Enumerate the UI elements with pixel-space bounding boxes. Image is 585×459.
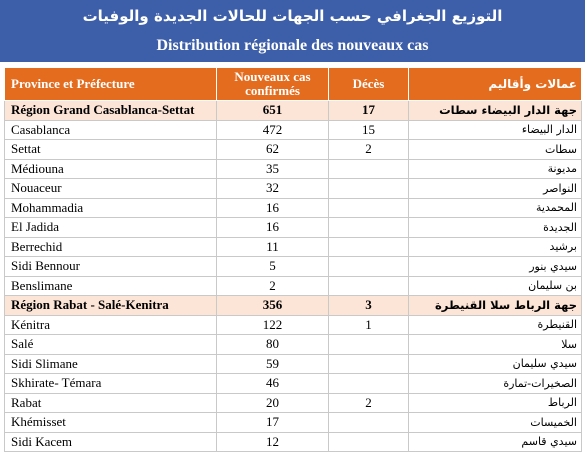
region-row	[5, 101, 582, 121]
cell-deaths	[329, 179, 409, 199]
cell-new-cases: 32	[217, 179, 329, 199]
cell-deaths	[329, 354, 409, 374]
cell-province-arabic: الصخيرات-تمارة	[409, 374, 582, 394]
cell-deaths	[329, 335, 409, 355]
table-row	[5, 237, 582, 257]
cell-province: Nouaceur	[5, 179, 217, 199]
cell-new-cases: 16	[217, 218, 329, 238]
cell-province: Berrechid	[5, 237, 217, 257]
cell-province-arabic: سيدي سليمان	[409, 354, 582, 374]
cell-province-arabic: مديونة	[409, 159, 582, 179]
cell-new-cases: 122	[217, 315, 329, 335]
cell-deaths: 17	[329, 101, 409, 121]
cell-new-cases: 80	[217, 335, 329, 355]
cell-province-arabic: الجديدة	[409, 218, 582, 238]
cell-province: Rabat	[5, 393, 217, 413]
table-row	[5, 432, 582, 452]
table-row	[5, 179, 582, 199]
cell-province-arabic: بن سليمان	[409, 276, 582, 296]
cell-province-arabic: الخميسات	[409, 413, 582, 433]
cell-deaths	[329, 374, 409, 394]
cell-province-arabic: جهة الرباط سلا القنيطرة	[409, 296, 582, 316]
cell-province: Skhirate- Témara	[5, 374, 217, 394]
table-row	[5, 257, 582, 277]
table-row	[5, 393, 582, 413]
title-french: Distribution régionale des nouveaux cas	[156, 37, 429, 54]
cell-new-cases: 12	[217, 432, 329, 452]
title-arabic: التوزيع الجغرافي حسب الجهات للحالات الجديدة والوفيات	[82, 7, 503, 25]
cell-province-arabic: سلا	[409, 335, 582, 355]
cell-province: Région Grand Casablanca-Settat	[5, 101, 217, 121]
cell-new-cases: 11	[217, 237, 329, 257]
cell-new-cases: 5	[217, 257, 329, 277]
cell-province: Région Rabat - Salé-Kenitra	[5, 296, 217, 316]
cell-province: Benslimane	[5, 276, 217, 296]
cell-new-cases: 17	[217, 413, 329, 433]
cell-province-arabic: الرباط	[409, 393, 582, 413]
cell-new-cases: 35	[217, 159, 329, 179]
table-row	[5, 120, 582, 140]
table-row	[5, 374, 582, 394]
cell-province: Settat	[5, 140, 217, 160]
table-row	[5, 413, 582, 433]
table-row	[5, 159, 582, 179]
cell-deaths	[329, 276, 409, 296]
cell-province: Mohammadia	[5, 198, 217, 218]
cell-province: Médiouna	[5, 159, 217, 179]
table-row	[5, 198, 582, 218]
cell-province-arabic: المحمدية	[409, 198, 582, 218]
table-row	[5, 354, 582, 374]
header-new-cases-line2: confirmés	[245, 83, 300, 98]
cell-new-cases: 62	[217, 140, 329, 160]
cell-province-arabic: سيدي قاسم	[409, 432, 582, 452]
header-province: Province et Préfecture	[5, 68, 217, 101]
table-row	[5, 335, 582, 355]
regional-cases-table	[4, 67, 582, 452]
cell-new-cases: 2	[217, 276, 329, 296]
cell-new-cases: 20	[217, 393, 329, 413]
cell-province: Sidi Slimane	[5, 354, 217, 374]
cell-province: Casablanca	[5, 120, 217, 140]
cell-new-cases: 356	[217, 296, 329, 316]
cell-deaths: 2	[329, 393, 409, 413]
cell-province: Salé	[5, 335, 217, 355]
cell-province: Khémisset	[5, 413, 217, 433]
table-header-row	[5, 68, 582, 101]
cell-new-cases: 472	[217, 120, 329, 140]
cell-deaths: 15	[329, 120, 409, 140]
cell-deaths: 3	[329, 296, 409, 316]
header-province-arabic: عمالات وأقاليم	[409, 68, 582, 101]
cell-province-arabic: جهة الدار البيضاء سطات	[409, 101, 582, 121]
table-row	[5, 218, 582, 238]
cell-new-cases: 59	[217, 354, 329, 374]
cell-province-arabic: الدار البيضاء	[409, 120, 582, 140]
cell-province: Kénitra	[5, 315, 217, 335]
cell-province-arabic: النواصر	[409, 179, 582, 199]
table-row	[5, 276, 582, 296]
cell-deaths	[329, 218, 409, 238]
cell-province: Sidi Kacem	[5, 432, 217, 452]
cell-deaths: 2	[329, 140, 409, 160]
cell-new-cases: 16	[217, 198, 329, 218]
cell-deaths	[329, 237, 409, 257]
cell-province: Sidi Bennour	[5, 257, 217, 277]
cell-province-arabic: القنيطرة	[409, 315, 582, 335]
table-row	[5, 140, 582, 160]
cell-new-cases: 651	[217, 101, 329, 121]
cell-province-arabic: برشيد	[409, 237, 582, 257]
cell-province-arabic: سيدي بنور	[409, 257, 582, 277]
cell-province-arabic: سطات	[409, 140, 582, 160]
cell-deaths	[329, 432, 409, 452]
table-body	[5, 101, 582, 452]
table-row	[5, 315, 582, 335]
cell-deaths	[329, 159, 409, 179]
region-row	[5, 296, 582, 316]
cell-new-cases: 46	[217, 374, 329, 394]
cell-province: El Jadida	[5, 218, 217, 238]
cell-deaths: 1	[329, 315, 409, 335]
cell-deaths	[329, 257, 409, 277]
header-new-cases-line1: Nouveaux cas	[234, 69, 311, 84]
cell-deaths	[329, 413, 409, 433]
header-new-cases	[217, 68, 329, 101]
header-deaths: Décès	[329, 68, 409, 101]
cell-deaths	[329, 198, 409, 218]
document-header	[0, 0, 585, 62]
